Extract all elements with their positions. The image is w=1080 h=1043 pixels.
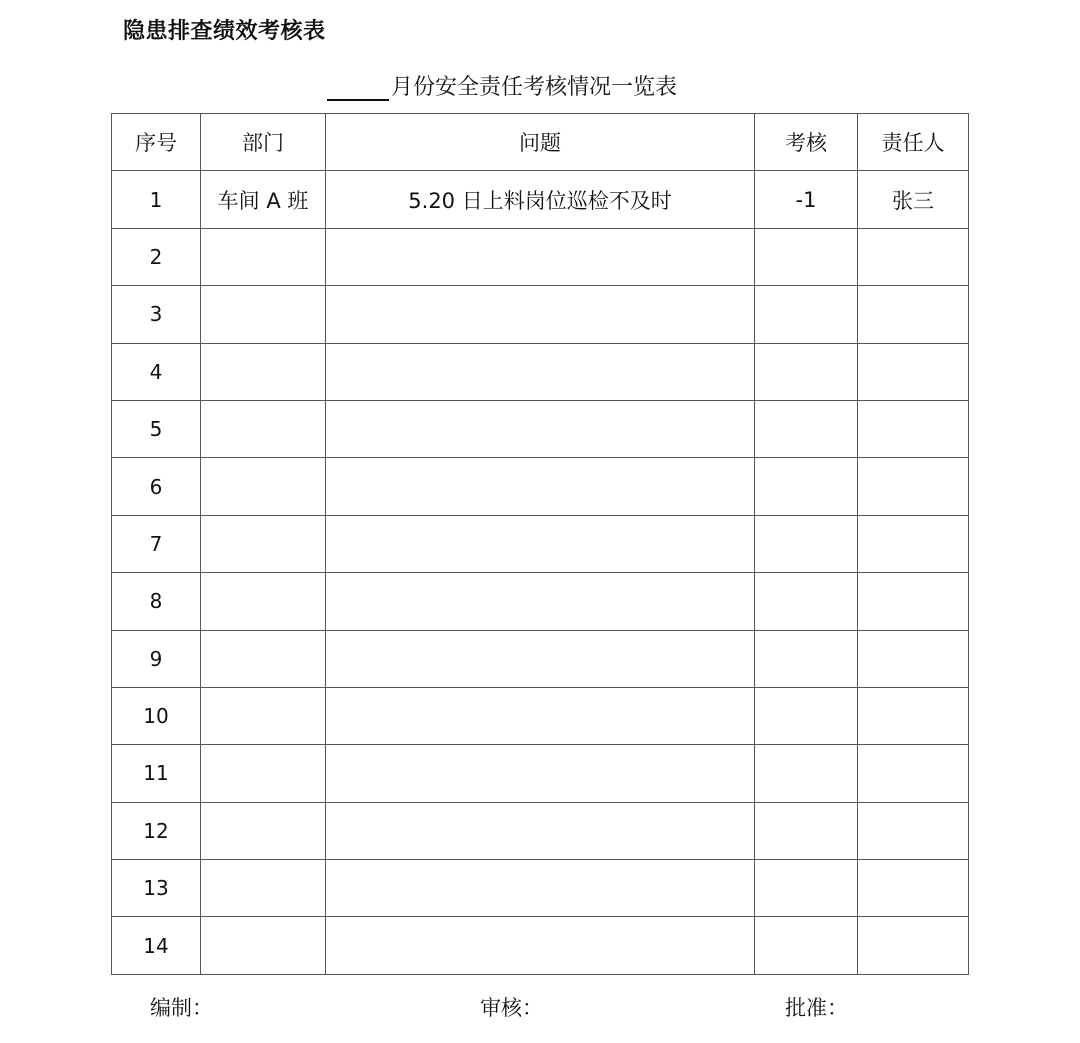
month-blank-line — [327, 73, 389, 101]
footer-approved-by: 批准： — [785, 996, 848, 1020]
cell-assessment: -1 — [755, 171, 858, 228]
cell-department — [201, 458, 326, 515]
cell-department — [201, 573, 326, 630]
cell-issue — [326, 630, 755, 687]
table-row — [112, 228, 969, 285]
cell-serial-number: 6 — [112, 458, 201, 515]
cell-department — [201, 228, 326, 285]
cell-serial-number: 2 — [112, 228, 201, 285]
table-row — [112, 860, 969, 917]
cell-responsible-person — [858, 687, 969, 744]
cell-assessment — [755, 400, 858, 457]
cell-assessment — [755, 860, 858, 917]
cell-assessment — [755, 687, 858, 744]
table-row — [112, 745, 969, 802]
cell-responsible-person — [858, 228, 969, 285]
table-row — [112, 630, 969, 687]
cell-department — [201, 286, 326, 343]
header-serial-number: 序号 — [112, 114, 201, 171]
table-row — [112, 286, 969, 343]
cell-responsible-person — [858, 515, 969, 572]
cell-issue — [326, 228, 755, 285]
footer-compiled-by: 编制： — [150, 996, 213, 1020]
cell-assessment — [755, 458, 858, 515]
assessment-table — [111, 113, 969, 975]
cell-department — [201, 745, 326, 802]
cell-department — [201, 400, 326, 457]
cell-responsible-person — [858, 630, 969, 687]
cell-department — [201, 515, 326, 572]
cell-department — [201, 630, 326, 687]
subtitle-text: 月份安全责任考核情况一览表 — [391, 75, 678, 100]
cell-serial-number: 10 — [112, 687, 201, 744]
table-row — [112, 573, 969, 630]
table-row — [112, 515, 969, 572]
header-assessment: 考核 — [755, 114, 858, 171]
cell-department — [201, 687, 326, 744]
cell-issue — [326, 515, 755, 572]
cell-issue — [326, 400, 755, 457]
cell-responsible-person — [858, 860, 969, 917]
table-row — [112, 400, 969, 457]
table-header-row — [112, 114, 969, 171]
cell-issue — [326, 573, 755, 630]
cell-department — [201, 860, 326, 917]
cell-assessment — [755, 228, 858, 285]
cell-issue — [326, 917, 755, 974]
cell-serial-number: 3 — [112, 286, 201, 343]
cell-assessment — [755, 515, 858, 572]
cell-responsible-person — [858, 458, 969, 515]
cell-issue — [326, 860, 755, 917]
cell-issue — [326, 687, 755, 744]
cell-responsible-person — [858, 573, 969, 630]
cell-issue — [326, 343, 755, 400]
table-row — [112, 917, 969, 974]
cell-responsible-person — [858, 802, 969, 859]
cell-serial-number: 12 — [112, 802, 201, 859]
cell-issue — [326, 745, 755, 802]
cell-responsible-person — [858, 917, 969, 974]
table-row — [112, 802, 969, 859]
cell-assessment — [755, 286, 858, 343]
cell-department: 车间 A 班 — [201, 171, 326, 228]
cell-issue — [326, 458, 755, 515]
header-issue: 问题 — [326, 114, 755, 171]
header-department: 部门 — [201, 114, 326, 171]
cell-responsible-person — [858, 286, 969, 343]
cell-assessment — [755, 802, 858, 859]
document-title: 隐患排查绩效考核表 — [123, 19, 326, 44]
cell-department — [201, 917, 326, 974]
cell-issue — [326, 286, 755, 343]
footer-reviewed-by: 审核： — [480, 996, 543, 1020]
table-row — [112, 343, 969, 400]
table-row — [112, 687, 969, 744]
cell-serial-number: 1 — [112, 171, 201, 228]
cell-responsible-person — [858, 343, 969, 400]
cell-serial-number: 11 — [112, 745, 201, 802]
table-row — [112, 458, 969, 515]
cell-assessment — [755, 573, 858, 630]
cell-serial-number: 5 — [112, 400, 201, 457]
cell-serial-number: 13 — [112, 860, 201, 917]
cell-serial-number: 7 — [112, 515, 201, 572]
cell-assessment — [755, 630, 858, 687]
cell-assessment — [755, 745, 858, 802]
table-row — [112, 171, 969, 228]
cell-issue — [326, 802, 755, 859]
cell-assessment — [755, 917, 858, 974]
cell-department — [201, 802, 326, 859]
table-body — [112, 171, 969, 974]
cell-assessment — [755, 343, 858, 400]
cell-serial-number: 4 — [112, 343, 201, 400]
cell-responsible-person — [858, 400, 969, 457]
cell-issue: 5.20 日上料岗位巡检不及时 — [326, 171, 755, 228]
cell-responsible-person — [858, 745, 969, 802]
header-responsible-person: 责任人 — [858, 114, 969, 171]
cell-department — [201, 343, 326, 400]
cell-serial-number: 9 — [112, 630, 201, 687]
cell-serial-number: 8 — [112, 573, 201, 630]
table-subtitle — [327, 70, 677, 101]
cell-responsible-person: 张三 — [858, 171, 969, 228]
cell-serial-number: 14 — [112, 917, 201, 974]
